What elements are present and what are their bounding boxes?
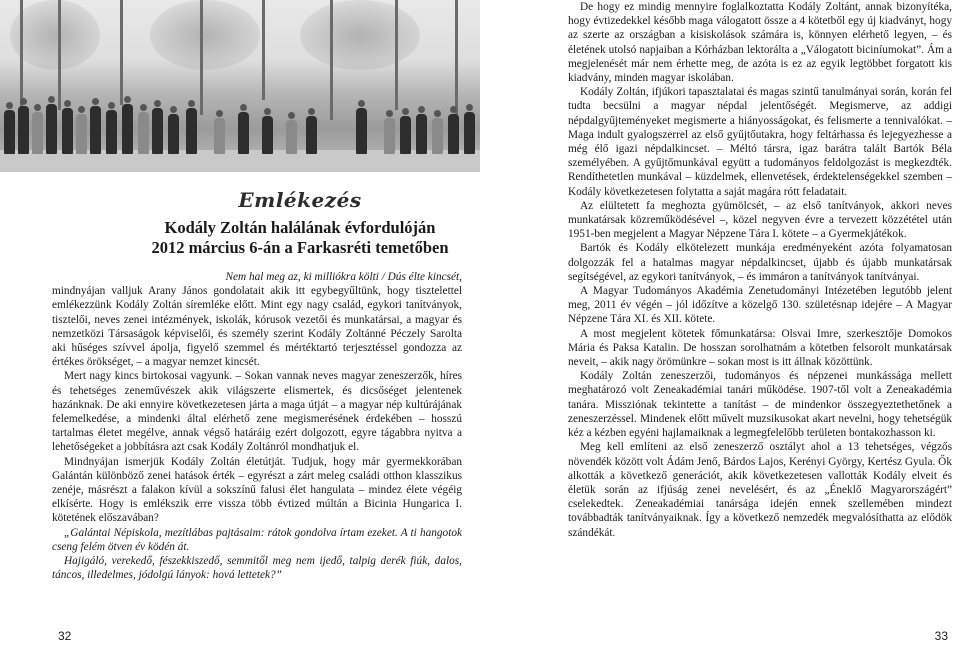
article-heading <box>110 188 480 258</box>
right-page <box>480 0 960 649</box>
quote: „Galántai Népiskola, mezítlábas pajtásaim: rátok gondolva írtam ezeket. A ti hangotok cseng felém ötven év ködén át. <box>52 526 462 553</box>
paragraph: A Magyar Tudományos Akadémia Zenetudományi Intézetében legutóbb jelent meg, 2011 év végén – jól időzítve a közelgő 130. születésnap idejére – A Magyar Népzene Tára XI. és XII. kötete. <box>568 285 952 326</box>
paragraph: Bartók és Kodály elkötelezett munkája eredményeként azóta folyamatosan dolgozzák fel a hatalmas magyar népdalkincset, újabb és újabb munkatársak segítségével, az egykori tanítványok, – és immáron a tanítványok tanítványai. <box>568 242 952 283</box>
epigraph: Nem hal meg az, ki milliókra költi / Dús élte kincsét, <box>225 271 462 283</box>
paragraph: Kodály Zoltán zeneszerzői, tudományos és népzenei munkássága mellett meghatározó volt Zeneakadémiai tanári működése. 1907-től volt a Zeneakadémia tanára. Missziónak tekintette a tanítást – de mindenkor összegyeztethetőnek a zeneszerzéssel. Mindenek előtt művelt muzsikusokat akart nevelni, hogy tehetségük kéz a kézben egyéni hajlamaiknak a legmegfelelőbb területen bontakozhasson ki. <box>568 370 952 440</box>
paragraph: De hogy ez mindig mennyire foglalkoztatta Kodály Zoltánt, annak bizonyítéka, hogy évtizedekkel később maga válogatott össze a 4 kötetből egy új kiadványt, hogy az szerte az országban a kisiskolások számára is, könnyen elérhető legyen, – és életének utolsó napjaiban a Kórházban lektorálta a „Válogatott biciníumokat”. Ám a megjelenését már nem érhette meg, de azóta is ez az egyik legtöbbet forgatott kis kiadvány, minden magyar iskolában. <box>568 1 952 85</box>
page-number: 33 <box>934 629 948 643</box>
quote: Hajigáló, verekedő, fészekkiszedő, semmitől meg nem ijedő, talpig derék fiúk, dalos, táncos, illedelmes, jódolgú lányok: hová lettetek?” <box>52 555 462 582</box>
paragraph: Mert nagy kincs birtokosai vagyunk. – Sokan vannak neves magyar zeneszerzők, híres és tehetséges zeneművészek akik világszerte elismertek, és dicsőséget jelentenek hazánknak. De aki ennyire következetesen járta a maga útját – a magyar nép kultúrájának felemelkedése, a mindenki által elérhető zene megismerésének érdekében – hosszú tartalmas életet megélve, annak végső határáig ezért dolgozott, egyre tágabbra nyitva a lehetőségeket a jobbításra azt csak Kodály Zoltánról mondhatjuk el. <box>52 370 462 454</box>
section-title: Emlékezés <box>238 188 362 212</box>
article-subtitle: 2012 március 6-án a Farkasréti temetőben <box>151 238 449 257</box>
paragraph: Mindnyájan ismerjük Kodály Zoltán életútját. Tudjuk, hogy már gyermekkorában Galántán különböző zenei hatások érték – egyrészt a zárt meleg családi otthon klasszikus zenéje, másrészt a falakon kívül a sokszínű falusi élet hangulata – mindez élete végéig elkísérte. Hogy is emlékszik erre vissza több évtized múltán a Bicinia Hungarica I. kötetének előszavában? <box>52 455 462 525</box>
right-column-text <box>568 0 952 540</box>
left-column-text <box>52 270 462 582</box>
memorial-photo <box>0 0 480 172</box>
paragraph: mindnyájan valljuk Arany János gondolatait akik itt egybegyűltünk, hogy tisztelettel emlékezzünk Kodály Zoltán síremléke előtt. Mint egy nagy család, egykori tanítványok, tisztelői, neves zenei intézmények, iskolák, kórusok vezetői és munkatársai, a magyar és nemzetközi Társaságok képviselői, és személy szerint Kodály Zoltánné Péczely Sarolta aki hűséges szívvel ápolja, figyelő szemmel és mértéktartó terjesztéssel gondozza az értékes örökséget, – a magyar nemzet kincsét. <box>52 285 462 369</box>
paragraph: A most megjelent kötetek főmunkatársa: Olsvai Imre, szerkesztője Domokos Mária és Paksa Katalin. De hosszan sorolhatnám a kötetben felsorolt munkatársak neveit, – akik nagy örömünkre – sokan most is itt állnak közöttünk. <box>568 327 952 369</box>
paragraph: Meg kell említeni az első zeneszerző osztályt ahol a 13 tehetséges, végzős növendék között volt Ádám Jenő, Bárdos Lajos, Kerényi György, Kertész Gyula. Ők alkották a következő generációt, akik következetesen vallották Kodály elveit és életük során az ifjúság zenei nevelésért, és az „Éneklő Magyarországért” cselekedtek. Zeneakadémiai tanársága idején ennek szellemében mindezt továbbadták tanítványaiknak. Így a következő nemzedék megvalósíthatta az elődök szándékát. <box>568 441 952 539</box>
crowd <box>0 86 480 172</box>
article-title: Kodály Zoltán halálának évfordulóján <box>164 218 436 237</box>
paragraph: Kodály Zoltán, ifjúkori tapasztalatai és magas szintű tanulmányai során, korán fel tudta becsülni a magyar népdal jelentőségét. Megismerve, az addigi népdalgyűjteményeket megismerte a hiányosságokat, és felismerte a tennivalókat. – Maga indult gyalogszerrel az első gyűjtőutakra, hogy feltárhassa és lejegyezhesse a még élő igazi népdalkincset. – Méltó társra, igaz barátra talált Bartók Béla személyében. A gyűjtőmunkával együtt a tudományos feldolgozást is megkezdték. Rendíthetetlen munkával – küzdelmek, ellenvetések, érdektelenségekkel szemben – Kodály következetesen folytatta a saját magára rótt feladatait. <box>568 86 952 198</box>
paragraph: Az elültetett fa meghozta gyümölcsét, – az első tanítványok, akkori neves munkatársak közreműködésével –, közel negyven évre a tervezett közzététel után 1951-ben megjelent a Magyar Népzene Tára I. kötete – a Gyermekjátékok. <box>568 199 952 241</box>
page-number: 32 <box>58 629 72 643</box>
